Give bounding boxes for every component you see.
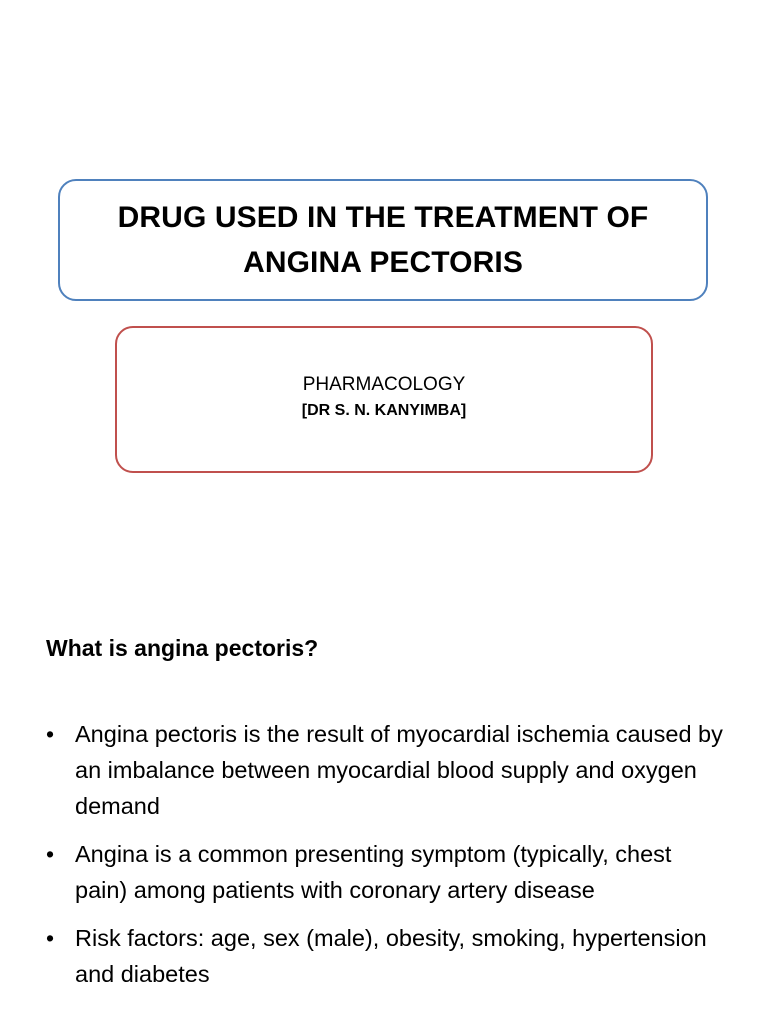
bullet-icon: • bbox=[46, 721, 55, 747]
bullet-text: Risk factors: age, sex (male), obesity, smoking, hypertension and diabetes bbox=[75, 925, 707, 987]
bullet-list bbox=[46, 716, 726, 1004]
title-box bbox=[58, 179, 708, 301]
bullet-item bbox=[46, 836, 726, 908]
bullet-icon: • bbox=[46, 841, 55, 867]
subject-label: PHARMACOLOGY bbox=[302, 373, 466, 395]
bullet-text: Angina is a common presenting symptom (typically, chest pain) among patients with coronary artery disease bbox=[75, 841, 672, 903]
bullet-item bbox=[46, 716, 726, 824]
subtitle-box bbox=[115, 326, 653, 473]
author-label: [DR S. N. KANYIMBA] bbox=[301, 401, 467, 419]
section-heading: What is angina pectoris? bbox=[46, 635, 319, 661]
title-line-1: DRUG USED IN THE TREATMENT OF bbox=[117, 201, 649, 234]
title-line-2: ANGINA PECTORIS bbox=[243, 246, 523, 279]
content-slide bbox=[0, 576, 768, 1024]
bullet-icon: • bbox=[46, 925, 55, 951]
bullet-item bbox=[46, 920, 726, 992]
bullet-text: Angina pectoris is the result of myocardial ischemia caused by an imbalance between myocardial blood supply and oxygen demand bbox=[75, 721, 723, 819]
